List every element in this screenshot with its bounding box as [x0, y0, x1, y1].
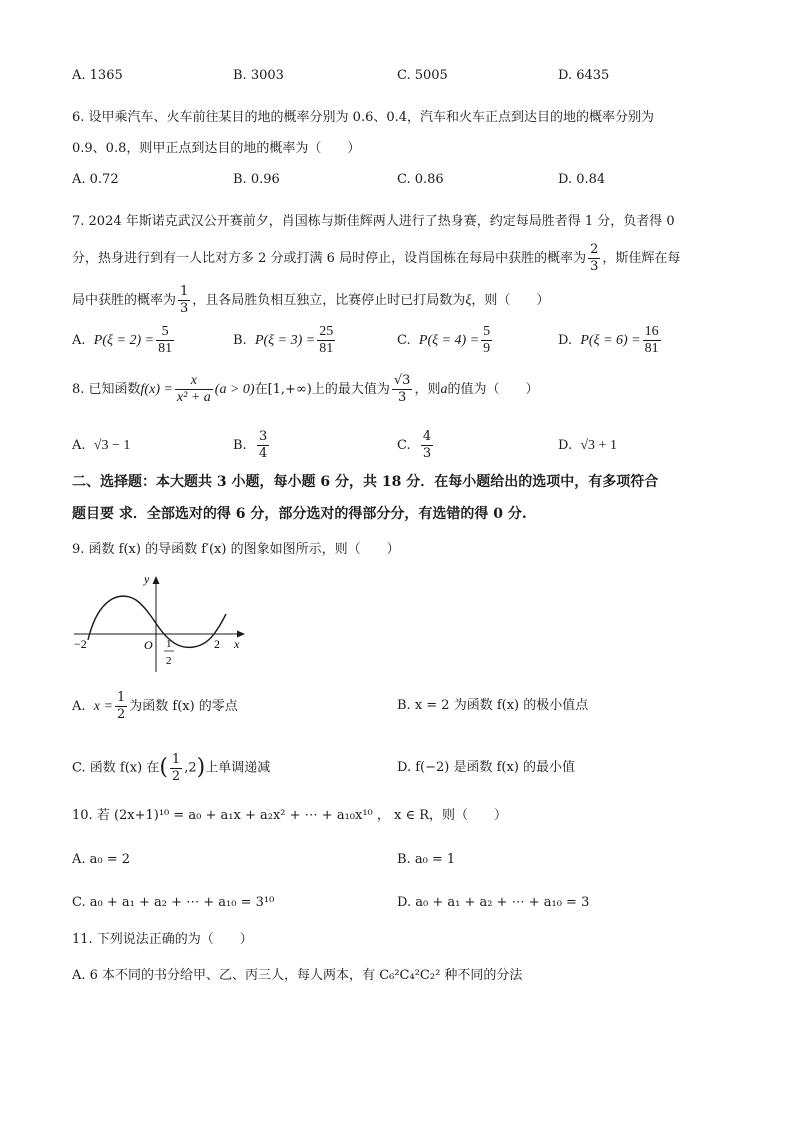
fraction-denominator: 3 [422, 446, 432, 461]
option-variable: x = [93, 699, 113, 714]
q8-stem [72, 370, 538, 410]
fraction-numerator: 25 [319, 324, 334, 339]
q7-line-3 [72, 282, 549, 320]
option-label: D. [558, 438, 573, 453]
option-expression: P(ξ = 2) = [93, 333, 155, 348]
q10-option-a: A. a₀ = 2 [72, 852, 131, 867]
origin-label: O [144, 638, 153, 652]
fraction-numerator: 1 [116, 690, 126, 705]
option-label: C. 函数 f(x) 在 [72, 760, 160, 776]
fraction-denominator: 81 [158, 341, 173, 356]
fraction-denominator: 81 [644, 341, 659, 356]
fraction-numerator: 5 [156, 324, 174, 341]
q6-line-1: 6. 设甲乘汽车、火车前往某目的地的概率分别为 0.6、0.4，汽车和火车正点到达目的地的概率分别为 [72, 110, 655, 125]
option-label: C. [397, 438, 411, 453]
q11-stem: 11. 下列说法正确的为（ ） [72, 932, 253, 947]
option-fraction [170, 752, 182, 785]
fraction-numerator: √3 [393, 373, 411, 388]
option-fraction [421, 429, 433, 462]
option-fraction [481, 324, 492, 357]
y-axis-label: y [144, 572, 150, 586]
tick-label-neg2: −2 [74, 637, 87, 651]
option-fraction [156, 324, 174, 357]
option-expression: P(ξ = 4) = [418, 333, 480, 348]
option-label: B. [233, 438, 247, 453]
fraction-numerator: 1 [180, 284, 189, 299]
q8-prefix: 8. 已知函数 [72, 382, 141, 397]
option-fraction [317, 324, 335, 357]
left-paren: ( [159, 755, 168, 780]
q7-line-2-tail: ，斯佳辉在每 [602, 251, 681, 266]
fraction-numerator: 16 [644, 324, 659, 339]
fraction-denominator: 3 [590, 259, 599, 274]
q11-option-a: A. 6 本不同的书分给甲、乙、丙三人，每人两本，有 C₆²C₄²C₂² 种不同的分法 [72, 968, 523, 983]
q8-condition: (a > 0) [214, 382, 255, 397]
option-label: C. [397, 333, 411, 348]
q8-function-name: f(x) = [140, 382, 173, 397]
fraction-numerator: 3 [258, 429, 268, 444]
q9-option-a [72, 688, 238, 726]
fraction-denominator: x² + a [176, 390, 211, 405]
option-text: √3 − 1 [93, 438, 131, 453]
q9-option-b: B. x = 2 为函数 f(x) 的极小值点 [397, 698, 589, 713]
q7-fraction-2-3 [588, 242, 600, 275]
q8-option-c [397, 427, 435, 465]
option-label: B. [233, 333, 247, 348]
q7-option-b [233, 322, 337, 360]
fraction-numerator: 1 [171, 751, 181, 767]
q8-option-a [72, 427, 130, 465]
q7-line-3-tail: ，则（ ） [471, 293, 550, 308]
q9-stem: 9. 函数 f(x) 的导函数 f′(x) 的图象如图所示，则（ ） [72, 542, 400, 557]
q6-line-2: 0.9、0.8，则甲正点到达目的地的概率为（ ） [72, 141, 361, 156]
fraction-denominator: 81 [319, 341, 334, 356]
option-fraction [115, 690, 127, 723]
q8-max-fraction [392, 373, 413, 406]
q8-function-fraction [175, 373, 213, 406]
q7-option-c [397, 322, 494, 360]
section-2-heading-line-2: 题目要 求．全部选对的得 6 分，部分选对的得部分分，有选错的得 0 分. [72, 506, 527, 522]
q7-xi-symbol: ξ [465, 293, 472, 308]
section-2-heading-line-1: 二、选择题：本大题共 3 小题，每小题 6 分，共 18 分．在每小题给出的选项中，有多项符合 [72, 474, 659, 490]
q10-option-c: C. a₀ + a₁ + a₂ + ⋯ + a₁₀ = 3¹⁰ [72, 895, 275, 910]
option-label: A. [72, 438, 86, 453]
q8-suffix: ，则 [414, 382, 441, 397]
option-fraction [643, 324, 661, 357]
q8-mid: 在 [254, 382, 268, 397]
option-text: 为函数 f(x) 的零点 [129, 699, 238, 714]
option-fraction [257, 429, 269, 462]
q6-option-a: A. 0.72 [72, 172, 119, 187]
option-interval-end: ,2 [184, 760, 197, 776]
derivative-curve [88, 596, 226, 647]
q5-option-b: B. 3003 [233, 68, 284, 83]
q7-fraction-1-3 [178, 284, 190, 317]
q7-option-d [558, 322, 663, 360]
q9-option-d: D. f(−2) 是函数 f(x) 的最小值 [397, 760, 576, 775]
fraction-denominator: 3 [180, 301, 189, 316]
q7-line-3-mid: ，且各局胜负相互独立，比赛停止时已打局数为 [192, 293, 466, 308]
q10-stem: 10. 若 (2x+1)¹⁰ = a₀ + a₁x + a₂x² + ⋯ + a₁₀x¹⁰ ， x ∈ R，则（ ） [72, 808, 508, 823]
option-text: 上单调递减 [205, 760, 271, 776]
option-label: A. [72, 333, 86, 348]
option-label: A. [72, 699, 86, 714]
fraction-denominator: 2 [116, 707, 126, 722]
fraction-denominator: 4 [258, 446, 268, 461]
q9-option-c [72, 748, 270, 789]
x-axis-label: x [234, 637, 240, 651]
q8-a-symbol: a [440, 382, 448, 397]
q10-option-b: B. a₀ = 1 [397, 852, 456, 867]
q6-option-b: B. 0.96 [233, 172, 280, 187]
right-paren: ) [196, 755, 206, 780]
q9-derivative-graph [70, 568, 250, 678]
q5-option-d: D. 6435 [558, 68, 610, 83]
q7-line-2-text: 分，热身进行到有一人比对方多 2 分或打满 6 局时停止，设肖国栋在每局中获胜的概率为 [72, 251, 587, 266]
fraction-numerator: 5 [483, 324, 491, 339]
fraction-denominator: 2 [171, 768, 181, 784]
q8-option-d [558, 427, 617, 465]
fraction-numerator: 4 [422, 429, 432, 444]
fraction-numerator: x [175, 373, 213, 390]
fraction-denominator: 9 [483, 341, 491, 356]
q8-option-b [233, 427, 271, 465]
q7-line-2 [72, 240, 680, 278]
q6-option-d: D. 0.84 [558, 172, 606, 187]
q5-option-c: C. 5005 [397, 68, 448, 83]
y-axis-arrow [153, 576, 160, 584]
tick-label-2: 2 [214, 637, 220, 651]
q8-suffix-2: 的值为（ ） [447, 382, 539, 397]
q6-option-c: C. 0.86 [397, 172, 444, 187]
fraction-numerator: 2 [590, 242, 599, 257]
q8-interval: [1,+∞) [267, 382, 312, 397]
q8-mid2: 上的最大值为 [311, 382, 390, 397]
tick-label-half-denominator: 2 [166, 655, 172, 667]
q10-option-d: D. a₀ + a₁ + a₂ + ⋯ + a₁₀ = 3 [397, 895, 590, 910]
q7-line-1: 7. 2024 年斯诺克武汉公开赛前夕，肖国栋与斯佳辉两人进行了热身赛，约定每局胜者得 1 分，负者得 0 [72, 214, 675, 229]
q5-option-a: A. 1365 [72, 68, 123, 83]
option-expression: P(ξ = 3) = [254, 333, 316, 348]
option-label: D. [558, 333, 573, 348]
q7-line-3-text: 局中获胜的概率为 [72, 293, 177, 308]
fraction-denominator: 3 [398, 390, 407, 405]
option-text: √3 + 1 [580, 438, 617, 453]
tick-label-half-numerator: 1 [166, 638, 172, 650]
option-expression: P(ξ = 6) = [580, 333, 641, 348]
q7-option-a [72, 322, 176, 360]
